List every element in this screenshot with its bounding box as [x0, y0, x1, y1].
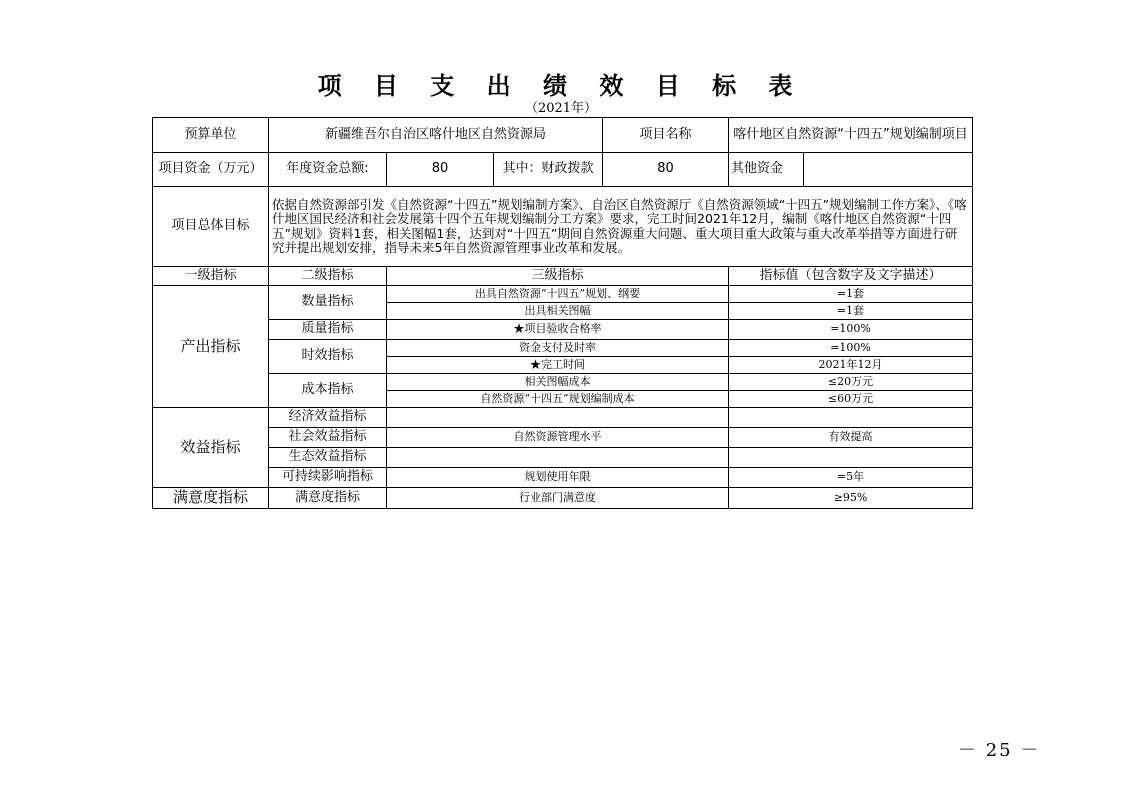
col-level1: 一级指标 [153, 267, 269, 286]
table-row-value: =1套 [729, 303, 973, 320]
table-row-value: =100% [729, 320, 973, 340]
economic-indicator: 经济效益指标 [269, 408, 387, 428]
project-name-label: 项目名称 [603, 118, 729, 153]
table-row-value: =5年 [729, 468, 973, 488]
performance-table [152, 117, 973, 509]
table-row-name: 相关图幅成本 [387, 374, 729, 391]
page-title: 项 目 支 出 绩 效 目 标 表 [317, 71, 805, 100]
goal-text: 依据自然资源部引发《自然资源“十四五”规划编制方案》、自治区自然资源厅《自然资源领域“十四五”规划编制工作方案》、《喀什地区国民经济和社会发展第十四个五年规划编制分工方案》要求，完工时间2021年12月，编制《喀什地区自然资源“十四五”规划》资料1套，相关图幅1套，达到对“十四五”期间自然资源重大问题、重大项目重大政策与重大改革举措等方面进行研究并提出规划安排，指导未来5年自然资源管理事业改革和发展。 [269, 187, 973, 267]
budget-unit-value: 新疆维吾尔自治区喀什地区自然资源局 [269, 118, 603, 153]
table-row-name: 出具相关图幅 [387, 303, 729, 320]
other-funds-value [804, 153, 973, 187]
col-level3: 三级指标 [387, 267, 729, 286]
quantity-indicator: 数量指标 [269, 286, 387, 320]
cost-indicator: 成本指标 [269, 374, 387, 408]
table-row-name [387, 448, 729, 468]
table-row-name: 自然资源管理水平 [387, 428, 729, 448]
output-indicator-label: 产出指标 [153, 286, 269, 408]
page-number: － 25 － [958, 740, 1041, 761]
table-row-name: ★项目验收合格率 [387, 320, 729, 340]
satisfaction-sub-indicator: 满意度指标 [269, 488, 387, 509]
col-level2: 二级指标 [269, 267, 387, 286]
sustainable-indicator: 可持续影响指标 [269, 468, 387, 488]
table-row-name: 规划使用年限 [387, 468, 729, 488]
col-value: 指标值（包含数字及文字描述） [729, 267, 973, 286]
table-row-name [387, 408, 729, 428]
social-indicator: 社会效益指标 [269, 428, 387, 448]
satisfaction-indicator-label: 满意度指标 [153, 488, 269, 509]
budget-unit-label: 预算单位 [153, 118, 269, 153]
annual-total-value: 80 [387, 153, 494, 187]
timeliness-indicator: 时效指标 [269, 340, 387, 374]
goal-label: 项目总体目标 [153, 187, 269, 267]
table-row-name: 资金支付及时率 [387, 340, 729, 357]
table-row-value: 2021年12月 [729, 357, 973, 374]
other-funds-label: 其他资金 [729, 153, 804, 187]
quality-indicator: 质量指标 [269, 320, 387, 340]
annual-total-label: 年度资金总额: [269, 153, 387, 187]
year-label: （2021年） [524, 101, 598, 116]
table-row-value: =1套 [729, 286, 973, 303]
table-row-name: ★完工时间 [387, 357, 729, 374]
table-row-name: 自然资源“十四五”规划编制成本 [387, 391, 729, 408]
ecological-indicator: 生态效益指标 [269, 448, 387, 468]
table-row-name: 行业部门满意度 [387, 488, 729, 509]
table-row-value: 有效提高 [729, 428, 973, 448]
table-row-value: ≥95% [729, 488, 973, 509]
table-row-value [729, 408, 973, 428]
project-name-value: 喀什地区自然资源“十四五”规划编制项目 [729, 118, 973, 153]
benefit-indicator-label: 效益指标 [153, 408, 269, 488]
funds-label: 项目资金（万元） [153, 153, 269, 187]
table-row-name: 出具自然资源“十四五”规划、纲要 [387, 286, 729, 303]
table-row-value: =100% [729, 340, 973, 357]
table-row-value: ≤20万元 [729, 374, 973, 391]
fiscal-label: 其中：财政拨款 [494, 153, 603, 187]
table-row-value [729, 448, 973, 468]
fiscal-value: 80 [603, 153, 729, 187]
table-row-value: ≤60万元 [729, 391, 973, 408]
